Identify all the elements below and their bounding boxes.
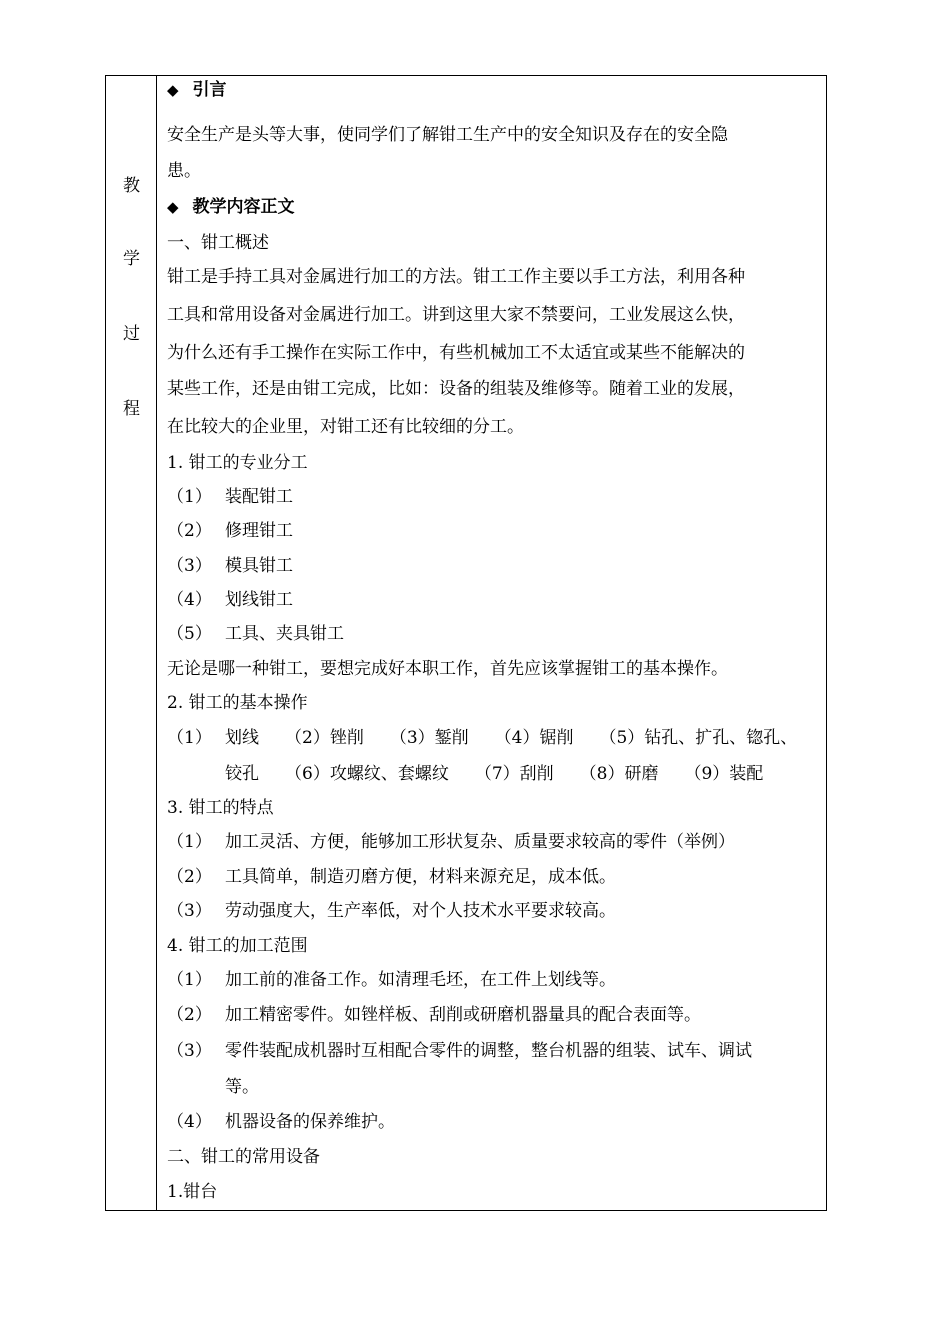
paragraph-line: 无论是哪一种钳工，要想完成好本职工作，首先应该掌握钳工的基本操作。 [167,659,728,679]
list-item: （1） 加工前的准备工作。如清理毛坯，在工件上划线等。 [167,970,616,990]
paragraph-line: 为什么还有手工操作在实际工作中，有些机械加工不太适宜或某些不能解决的 [167,343,745,363]
lesson-table [105,75,827,1211]
list-item: （1） 装配钳工 [167,487,293,507]
content-column [157,76,826,1210]
list-item: （1） 加工灵活、方便，能够加工形状复杂、质量要求较高的零件（举例） [167,832,735,852]
list-item: （3） 劳动强度大，生产率低，对个人技术水平要求较高。 [167,901,616,921]
subsection-title: 1.钳台 [167,1182,218,1202]
list-item-continuation: 等。 [225,1077,259,1097]
list-item: （2） 修理钳工 [167,521,293,541]
side-label-char: 教 [123,176,140,196]
diamond-bullet-icon: ◆ [167,81,179,99]
side-label-char: 过 [123,324,140,344]
list-item: （2） 工具简单，制造刃磨方便，材料来源充足，成本低。 [167,867,616,887]
diamond-bullet-icon: ◆ [167,198,179,216]
list-item: （4） 机器设备的保养维护。 [167,1112,395,1132]
list-item: （3） 零件装配成机器时互相配合零件的调整，整台机器的组装、试车、调试 [167,1041,752,1061]
paragraph-line: 在比较大的企业里，对钳工还有比较细的分工。 [167,417,524,437]
section-title: 二、钳工的常用设备 [167,1147,320,1167]
paragraph-line: 钳工是手持工具对金属进行加工的方法。钳工工作主要以手工方法，利用各种 [167,267,745,287]
side-label-char: 学 [123,249,140,269]
operation-row: （1） 划线 （2）锉削 （3）錾削 （4）锯削 （5）钻孔、扩孔、锪孔、 [167,728,798,748]
section-title: 一、钳工概述 [167,233,269,253]
list-item: （3） 模具钳工 [167,556,293,576]
intro-heading: ◆ 引言 [167,80,227,100]
list-item: （5） 工具、夹具钳工 [167,624,344,644]
operation-row: 铰孔 （6）攻螺纹、套螺纹 （7）刮削 （8）研磨 （9）装配 [225,764,764,784]
body-heading: ◆ 教学内容正文 [167,197,295,217]
subsection-title: 2. 钳工的基本操作 [167,693,308,713]
list-item: （4） 划线钳工 [167,590,293,610]
paragraph-line: 某些工作，还是由钳工完成，比如：设备的组装及维修等。随着工业的发展， [167,379,745,399]
side-label-char: 程 [123,399,140,419]
side-label-column [106,76,157,1210]
subsection-title: 4. 钳工的加工范围 [167,936,308,956]
subsection-title: 1. 钳工的专业分工 [167,453,308,473]
paragraph-line: 工具和常用设备对金属进行加工。讲到这里大家不禁要问，工业发展这么快， [167,305,745,325]
subsection-title: 3. 钳工的特点 [167,798,274,818]
intro-text-line: 患。 [167,161,201,181]
list-item: （2） 加工精密零件。如锉样板、刮削或研磨机器量具的配合表面等。 [167,1005,701,1025]
intro-text-line: 安全生产是头等大事，使同学们了解钳工生产中的安全知识及存在的安全隐 [167,125,728,145]
